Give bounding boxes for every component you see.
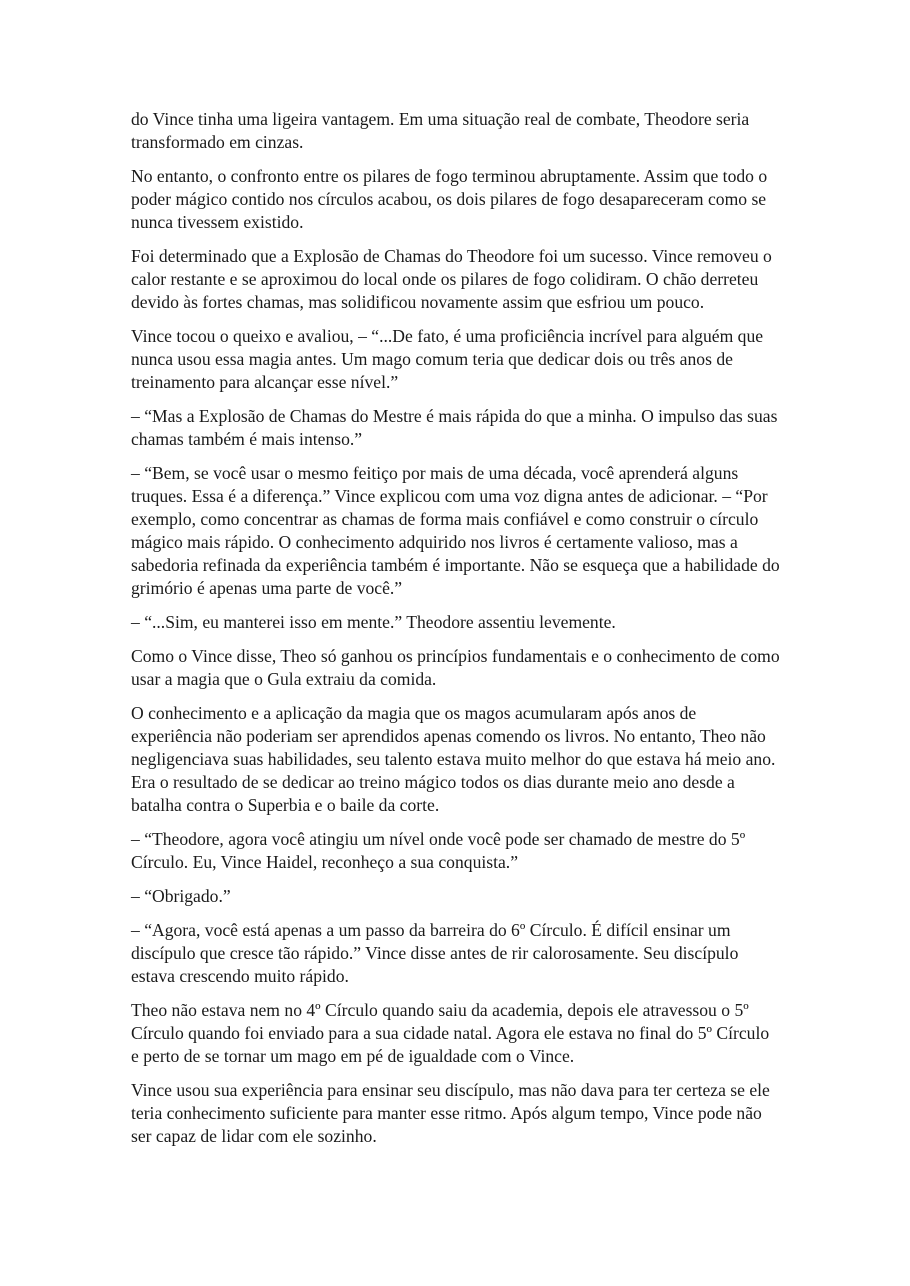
paragraph: Theo não estava nem no 4º Círculo quando saiu da academia, depois ele atravessou o 5º Círculo quando foi enviado para a sua cidade natal. Agora ele estava no final do 5º Círculo e perto de se tornar um mago em pé de igualdade com o Vince. xyxy=(131,1000,770,1066)
paragraph: – “Obrigado.” xyxy=(131,886,231,906)
paragraph: O conhecimento e a aplicação da magia que os magos acumularam após anos de experiência não poderiam ser aprendidos apenas comendo os livros. No entanto, Theo não negligenciava suas habilidades, seu talento estava muito melhor do que estava há meio ano. Era o resultado de se dedicar ao treino mágico todos os dias durante meio ano desde a batalha contra o Superbia e o baile da corte. xyxy=(131,703,776,815)
paragraph: No entanto, o confronto entre os pilares de fogo terminou abruptamente. Assim que todo o poder mágico contido nos círculos acabou, os dois pilares de fogo desapareceram como se nunca tivessem existido. xyxy=(131,166,768,232)
paragraph: Foi determinado que a Explosão de Chamas do Theodore foi um sucesso. Vince removeu o calor restante e se aproximou do local onde os pilares de fogo colidiram. O chão derreteu devido às fortes chamas, mas solidificou novamente assim que esfriou um pouco. xyxy=(131,246,772,312)
paragraph: – “Agora, você está apenas a um passo da barreira do 6º Círculo. É difícil ensinar um discípulo que cresce tão rápido.” Vince disse antes de rir calorosamente. Seu discípulo estava crescendo muito rápido. xyxy=(131,920,739,986)
paragraph: Como o Vince disse, Theo só ganhou os princípios fundamentais e o conhecimento de como usar a magia que o Gula extraiu da comida. xyxy=(131,646,780,689)
paragraph: Vince tocou o queixo e avaliou, – “...De fato, é uma proficiência incrível para alguém que nunca usou essa magia antes. Um mago comum teria que dedicar dois ou três anos de treinamento para alcançar esse nível.” xyxy=(131,326,764,392)
paragraph: do Vince tinha uma ligeira vantagem. Em uma situação real de combate, Theodore seria transformado em cinzas. xyxy=(131,109,750,152)
paragraph: – “Mas a Explosão de Chamas do Mestre é mais rápida do que a minha. O impulso das suas chamas também é mais intenso.” xyxy=(131,406,778,449)
paragraph: – “...Sim, eu manterei isso em mente.” Theodore assentiu levemente. xyxy=(131,612,616,632)
body-text xyxy=(131,108,781,1159)
paragraph: Vince usou sua experiência para ensinar seu discípulo, mas não dava para ter certeza se ele teria conhecimento suficiente para manter esse ritmo. Após algum tempo, Vince pode não ser capaz de lidar com ele sozinho. xyxy=(131,1080,770,1146)
paragraph: – “Theodore, agora você atingiu um nível onde você pode ser chamado de mestre do 5º Círculo. Eu, Vince Haidel, reconheço a sua conquista.” xyxy=(131,829,746,872)
paragraph: – “Bem, se você usar o mesmo feitiço por mais de uma década, você aprenderá alguns truques. Essa é a diferença.” Vince explicou com uma voz digna antes de adicionar. – “Por exemplo, como concentrar as chamas de forma mais confiável e como construir o círculo mágico mais rápido. O conhecimento adquirido nos livros é certamente valioso, mas a sabedoria refinada da experiência também é importante. Não se esqueça que a habilidade do grimório é apenas uma parte de você.” xyxy=(131,463,780,598)
